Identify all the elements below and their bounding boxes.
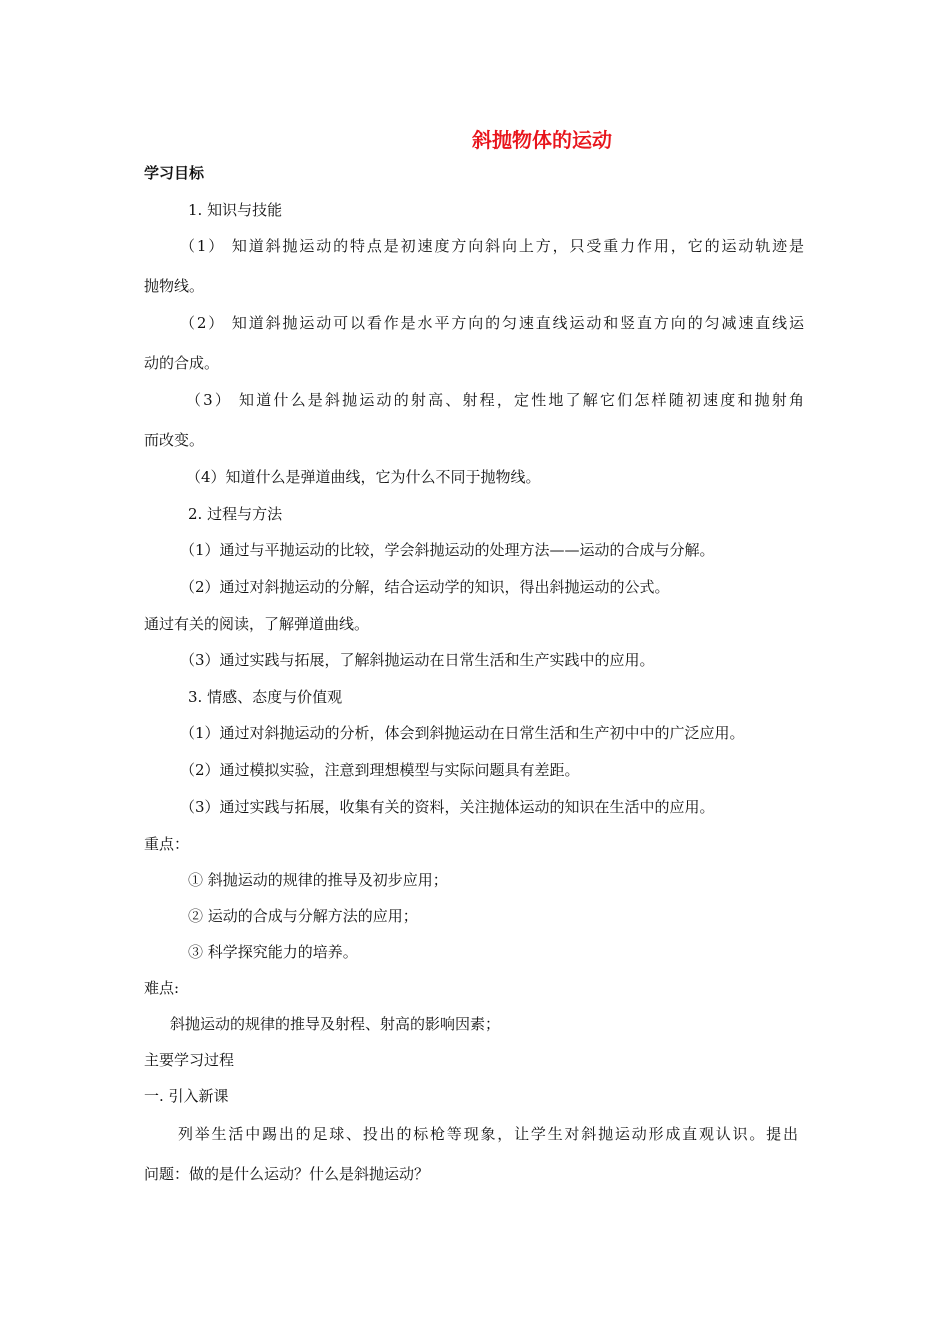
s2-item-2: （2）通过对斜抛运动的分解，结合运动学的知识，得出斜抛运动的公式。 xyxy=(180,578,670,596)
section-1-title: 1. 知识与技能 xyxy=(188,201,283,219)
s3-item-3: （3）通过实践与拓展，收集有关的资料，关注抛体运动的知识在生活中的应用。 xyxy=(180,798,715,816)
key-point-3: ③ 科学探究能力的培养。 xyxy=(188,943,358,961)
s1-item-3-line-1: （3） 知道什么是斜抛运动的射高、射程，定性地了解它们怎样随初速度和抛射角 xyxy=(186,391,804,409)
s2-item-3: （3）通过实践与拓展，了解斜抛运动在日常生活和生产实践中的应用。 xyxy=(180,651,655,669)
s1-item-2-line-2: 动的合成。 xyxy=(144,354,220,372)
section-2-title: 2. 过程与方法 xyxy=(188,505,283,523)
page-title: 斜抛物体的运动 xyxy=(472,128,612,152)
difficulty-heading: 难点: xyxy=(144,979,180,997)
key-points-heading: 重点： xyxy=(144,835,190,853)
process-heading: 主要学习过程 xyxy=(144,1051,235,1069)
s3-item-2: （2）通过模拟实验，注意到理想模型与实际问题具有差距。 xyxy=(180,761,580,779)
difficulty-1: 斜抛运动的规律的推导及射程、射高的影响因素； xyxy=(170,1015,501,1033)
part-1-paragraph-line-2: 问题：做的是什么运动？什么是斜抛运动？ xyxy=(144,1165,430,1183)
s1-item-4: （4）知道什么是弹道曲线，它为什么不同于抛物线。 xyxy=(186,468,541,486)
s2-item-2-continuation: 通过有关的阅读，了解弹道曲线。 xyxy=(144,615,370,633)
heading-objectives: 学习目标 xyxy=(144,164,205,182)
s1-item-2-line-1: （2） 知道斜抛运动可以看作是水平方向的匀速直线运动和竖直方向的匀减速直线运 xyxy=(180,314,804,332)
section-3-title: 3. 情感、态度与价值观 xyxy=(188,688,343,706)
key-point-1: ① 斜抛运动的规律的推导及初步应用； xyxy=(188,871,448,889)
key-point-2: ② 运动的合成与分解方法的应用； xyxy=(188,907,418,925)
s1-item-1-line-2: 抛物线。 xyxy=(144,277,205,295)
s1-item-1-line-1: （1） 知道斜抛运动的特点是初速度方向斜向上方，只受重力作用，它的运动轨迹是 xyxy=(180,237,804,255)
part-1-paragraph-line-1: 列举生活中踢出的足球、投出的标枪等现象，让学生对斜抛运动形成直观认识。提出 xyxy=(178,1125,798,1143)
s3-item-1: （1）通过对斜抛运动的分析，体会到斜抛运动在日常生活和生产初中中的广泛应用。 xyxy=(180,724,745,742)
s2-item-1: （1）通过与平抛运动的比较，学会斜抛运动的处理方法——运动的合成与分解。 xyxy=(180,541,715,559)
s1-item-3-line-2: 而改变。 xyxy=(144,431,205,449)
part-1-title: 一. 引入新课 xyxy=(144,1087,229,1105)
